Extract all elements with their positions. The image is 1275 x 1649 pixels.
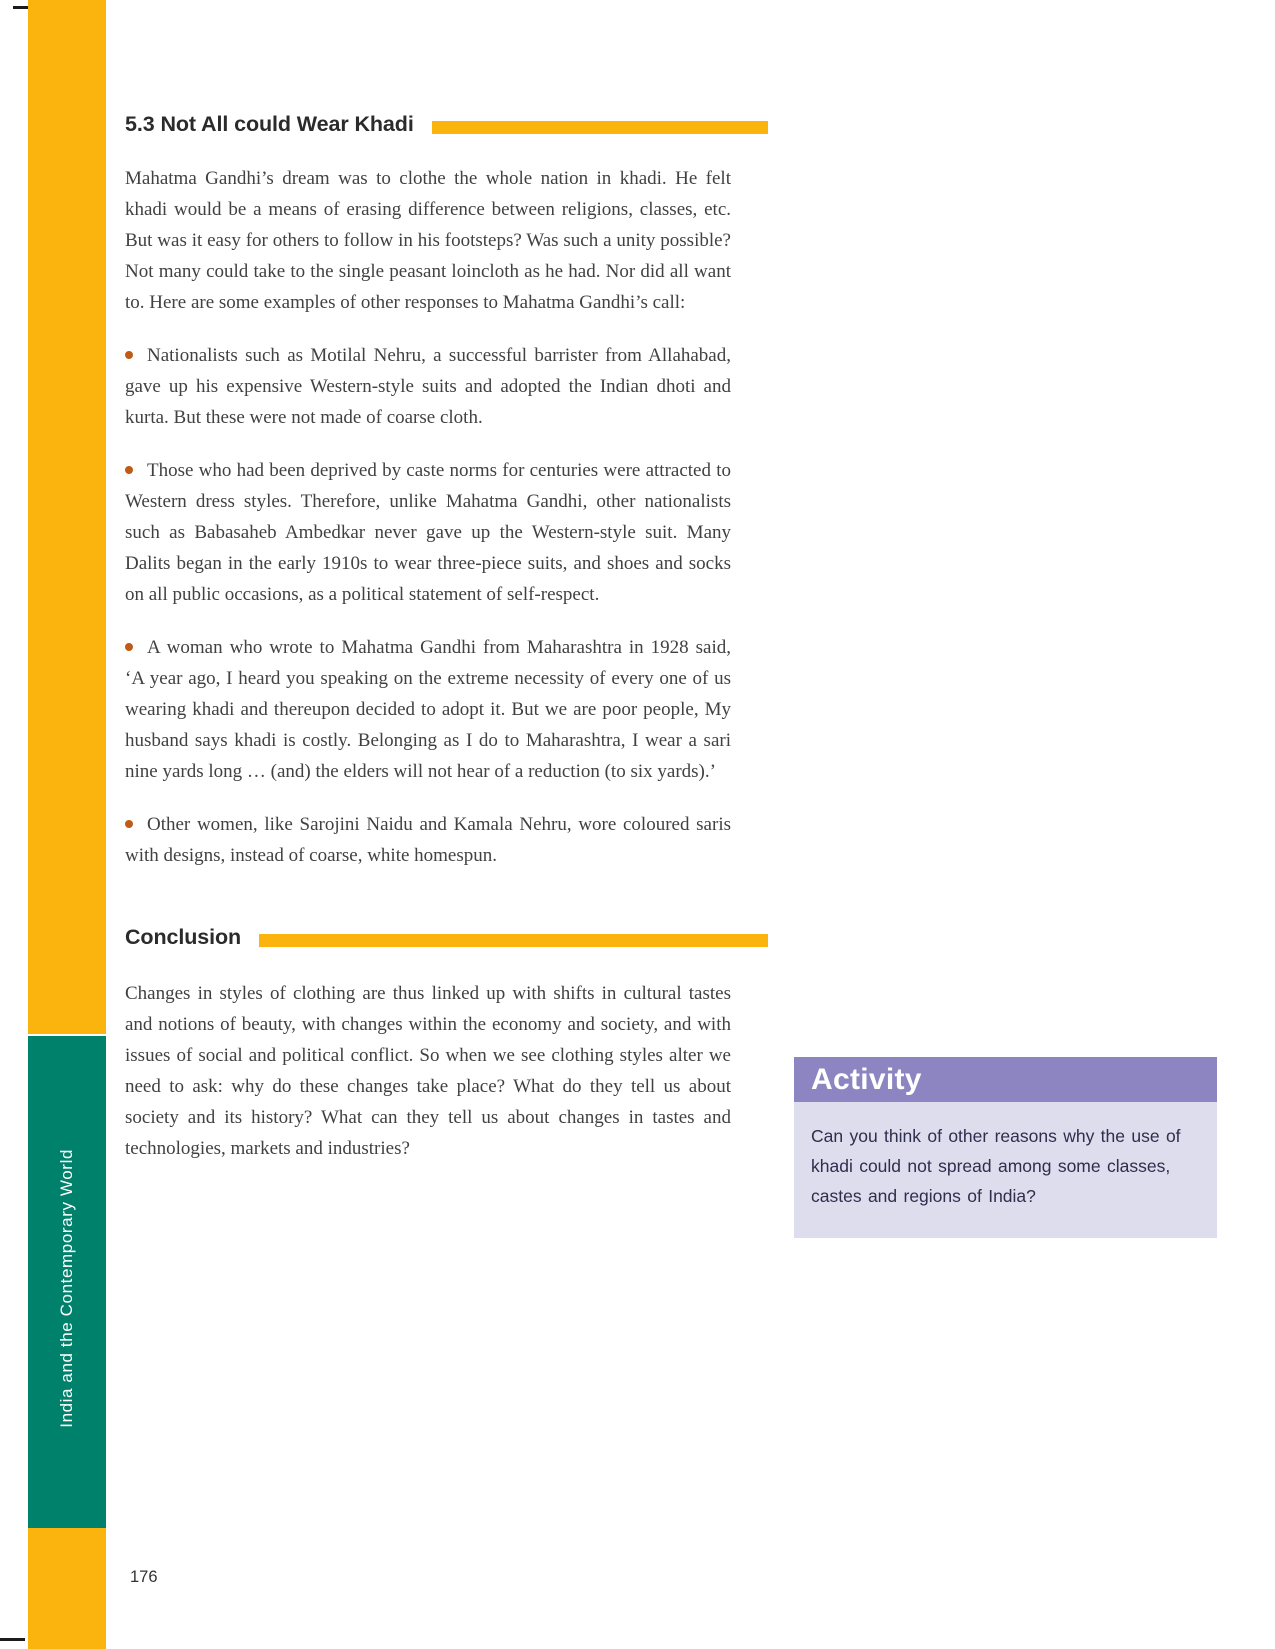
conclusion-heading: Conclusion	[125, 925, 242, 949]
bullet-dot-icon	[125, 466, 133, 474]
bullet-item	[125, 632, 731, 787]
bullet-dot-icon	[125, 820, 133, 828]
section-heading-rule	[432, 121, 768, 134]
bullet-dot-icon	[125, 351, 133, 359]
main-text-column	[125, 112, 768, 1164]
bullet-dot-icon	[125, 643, 133, 651]
sidebar-series-band	[28, 1036, 106, 1528]
crop-mark-bottom	[0, 1638, 25, 1641]
section-heading-row	[125, 112, 768, 137]
page-number: 176	[130, 1568, 158, 1586]
bullet-item	[125, 455, 731, 610]
conclusion-heading-rule	[259, 934, 768, 947]
sidebar-accent-bar-top	[28, 0, 106, 1034]
sidebar-series-label: India and the Contemporary World	[57, 1149, 76, 1428]
sidebar-accent-bar-bottom	[28, 1528, 106, 1649]
activity-box	[794, 1057, 1217, 1238]
conclusion-paragraph: Changes in styles of clothing are thus linked up with shifts in cultural tastes and notions of beauty, with changes within the economy and society, and with issues of social and political conflict. So when we see clothing styles alter we need to ask: why do these changes take place? What do they tell us about society and its history? What can they tell us about changes in tastes and technologies, markets and industries?	[125, 983, 731, 1159]
section-heading: 5.3 Not All could Wear Khadi	[125, 112, 414, 136]
bullet-item	[125, 340, 731, 433]
intro-paragraph: Mahatma Gandhi’s dream was to clothe the whole nation in khadi. He felt khadi would be a means of erasing difference between religions, classes, etc. But was it easy for others to follow in his footsteps? Was such a unity possible? Not many could take to the single peasant loincloth as he had. Nor did all want to. Here are some examples of other responses to Mahatma Gandhi’s call:	[125, 168, 731, 313]
activity-title: Activity	[794, 1057, 1217, 1102]
bullet-item	[125, 809, 731, 871]
bullet-text: Those who had been deprived by caste norms for centuries were attracted to Western dress styles. Therefore, unlike Mahatma Gandhi, other nationalists such as Babasaheb Ambedkar never gave up the Western-style suit. Many Dalits began in the early 1910s to wear three-piece suits, and shoes and socks on all public occasions, as a political statement of self-respect.	[125, 460, 731, 605]
bullet-text: Nationalists such as Motilal Nehru, a successful barrister from Allahabad, gave up his expensive Western-style suits and adopted the Indian dhoti and kurta. But these were not made of coarse cloth.	[125, 345, 731, 428]
activity-question: Can you think of other reasons why the use of khadi could not spread among some classes, castes and regions of India?	[794, 1102, 1217, 1238]
bullet-text: A woman who wrote to Mahatma Gandhi from Maharashtra in 1928 said, ‘A year ago, I heard you speaking on the extreme necessity of every one of us wearing khadi and thereupon decided to adopt it. But we are poor people, My husband says khadi is costly. Belonging as I do to Maharashtra, I wear a sari nine yards long … (and) the elders will not hear of a reduction (to six yards).’	[125, 637, 731, 782]
bullet-text: Other women, like Sarojini Naidu and Kamala Nehru, wore coloured saris with designs, instead of coarse, white homespun.	[125, 814, 731, 866]
conclusion-heading-row	[125, 925, 768, 950]
